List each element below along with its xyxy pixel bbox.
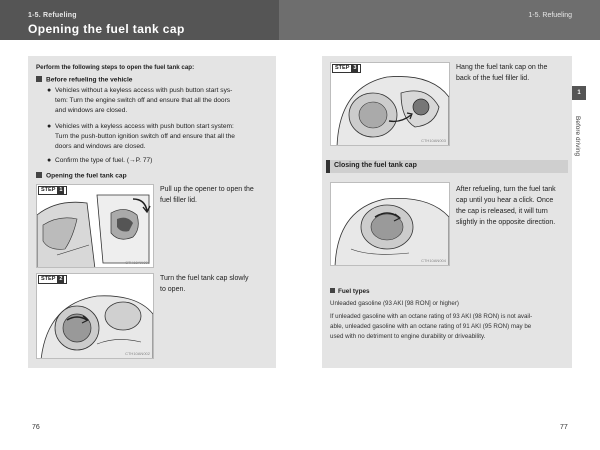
figure-code: CTH10AN002 bbox=[125, 351, 150, 356]
step1-figure bbox=[36, 184, 154, 268]
square-bullet-icon bbox=[36, 76, 42, 82]
figure-code: CTH10AN004 bbox=[421, 258, 446, 263]
chapter-label: Before driving bbox=[574, 116, 581, 157]
step2-text: Turn the fuel tank cap slowly to open. bbox=[160, 275, 249, 293]
header-right-band bbox=[279, 0, 600, 40]
step-badge: STEP 1 bbox=[38, 186, 67, 195]
chapter-tab[interactable]: 1 bbox=[572, 86, 586, 100]
bullet-dot-icon: ● bbox=[47, 123, 52, 130]
step3-text: Hang the fuel tank cap on the back of the fuel filler lid. bbox=[456, 64, 548, 82]
section-label-right: 1-5. Refueling bbox=[528, 12, 572, 19]
square-bullet-icon bbox=[36, 172, 42, 178]
before-refueling-heading: Before refueling the vehicle bbox=[36, 76, 132, 84]
closing-figure bbox=[330, 182, 450, 266]
fuel-type-line: used with no detriment to engine durability or driveability. bbox=[330, 333, 486, 340]
bullet-item: ● Confirm the type of fuel. (→P. 77) bbox=[47, 157, 153, 164]
fuel-type-line: Unleaded gasoline (93 AKI [98 RON] or higher) bbox=[330, 300, 459, 307]
step-badge: STEP 2 bbox=[38, 275, 67, 284]
page-number-left: 76 bbox=[32, 424, 40, 431]
fuel-type-line: able, unleaded gasoline with an octane rating of 91 AKI (95 RON) may be bbox=[330, 323, 532, 330]
bullet-item: ● Vehicles without a keyless access with push button start sys- tem: Turn the engine switch off and ensure that all the doors and windows are closed. bbox=[47, 87, 233, 114]
close-cap-illustration bbox=[331, 183, 450, 266]
page-header bbox=[0, 0, 600, 40]
page-number-right: 77 bbox=[560, 424, 568, 431]
step-badge: STEP 3 bbox=[332, 64, 361, 73]
header-left-band bbox=[0, 0, 279, 40]
figure-code: CTH10AN001 bbox=[125, 260, 150, 265]
fuel-opener-illustration bbox=[37, 185, 154, 268]
figure-code: CTH10AN003 bbox=[421, 138, 446, 143]
closing-heading: Closing the fuel tank cap bbox=[334, 162, 417, 169]
square-bullet-icon bbox=[330, 288, 335, 293]
opening-heading: Opening the fuel tank cap bbox=[36, 172, 127, 180]
bullet-dot-icon: ● bbox=[47, 157, 52, 164]
fuel-type-line: If unleaded gasoline with an octane rating of 93 AKI (98 RON) is not avail- bbox=[330, 313, 533, 320]
bullet-item: ● Vehicles with a keyless access with push button start system: Turn the push-button ignition switch off and ensure that all the doors and windows are closed. bbox=[47, 123, 235, 150]
bullet-dot-icon: ● bbox=[47, 87, 52, 94]
closing-text: After refueling, turn the fuel tank cap until you hear a click. Once the cap is released, it will turn slightly in the opposite direction. bbox=[456, 186, 556, 226]
fuel-cap-turn-illustration bbox=[37, 274, 154, 359]
step2-figure bbox=[36, 273, 154, 359]
section-label-left: 1-5. Refueling bbox=[28, 12, 77, 19]
step1-text: Pull up the opener to open the fuel filler lid. bbox=[160, 186, 254, 204]
step3-figure bbox=[330, 62, 450, 146]
hang-cap-illustration bbox=[331, 63, 450, 146]
intro-text: Perform the following steps to open the fuel tank cap: bbox=[36, 64, 195, 71]
page-title: Opening the fuel tank cap bbox=[28, 22, 185, 36]
fuel-types-heading: Fuel types bbox=[330, 288, 370, 295]
closing-heading-bar bbox=[326, 160, 568, 173]
